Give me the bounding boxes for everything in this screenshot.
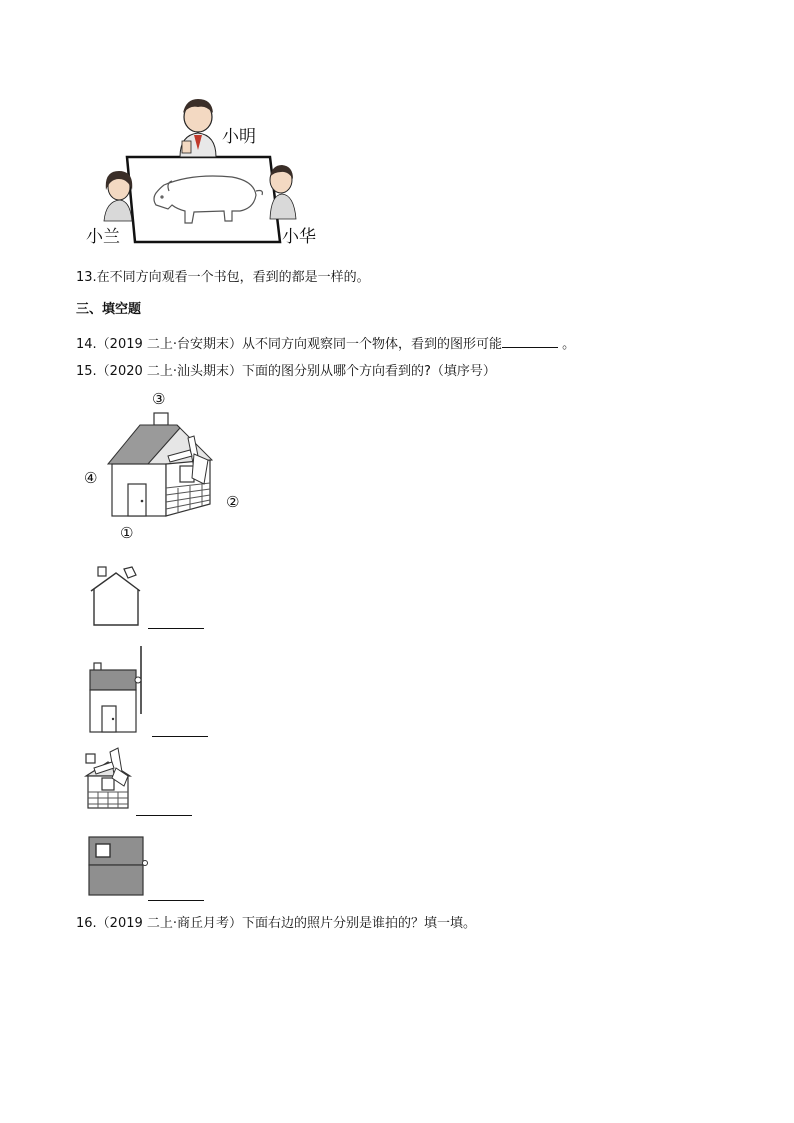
view-option-3 bbox=[82, 746, 138, 812]
question-14-suffix: 。 bbox=[558, 337, 576, 352]
view-option-1 bbox=[88, 563, 148, 629]
answer-blank-view-4[interactable] bbox=[148, 900, 204, 901]
girl-xiaolan-figure bbox=[104, 171, 132, 221]
direction-label-bottom: ① bbox=[120, 524, 134, 542]
house-top-view-icon bbox=[86, 834, 150, 898]
question-14 bbox=[76, 333, 575, 354]
view-option-4 bbox=[86, 834, 150, 898]
answer-blank-view-3[interactable] bbox=[136, 815, 192, 816]
direction-label-right: ② bbox=[226, 493, 240, 511]
house-brick-side-icon bbox=[82, 746, 138, 812]
house-3d-illustration bbox=[82, 388, 252, 548]
answer-blank-14[interactable] bbox=[502, 333, 558, 348]
question-13: 13.在不同方向观看一个书包，看到的都是一样的。 bbox=[76, 270, 370, 285]
view-option-2 bbox=[84, 644, 154, 736]
section-heading-fill-in: 三、填空题 bbox=[76, 302, 142, 317]
direction-label-left: ④ bbox=[84, 469, 98, 487]
house-perspective-figure bbox=[82, 388, 252, 548]
answer-blank-view-2[interactable] bbox=[152, 736, 208, 737]
house-side-view-icon bbox=[84, 644, 154, 736]
boy-xiaoming-figure bbox=[180, 99, 216, 157]
answer-blank-view-1[interactable] bbox=[148, 628, 204, 629]
direction-label-top: ③ bbox=[152, 390, 166, 408]
name-label-xiaolan: 小兰 bbox=[86, 227, 120, 247]
name-label-xiaohua: 小华 bbox=[282, 227, 316, 247]
question-14-text: 14.（2019 二上·台安期末）从不同方向观察同一个物体，看到的图形可能 bbox=[76, 337, 503, 352]
house-front-outline-icon bbox=[88, 563, 148, 629]
question-15: 15.（2020 二上·汕头期末）下面的图分别从哪个方向看到的?（填序号） bbox=[76, 364, 496, 379]
question-16: 16.（2019 二上·商丘月考）下面右边的照片分别是谁拍的？填一填。 bbox=[76, 916, 477, 931]
name-label-xiaoming: 小明 bbox=[222, 127, 256, 147]
